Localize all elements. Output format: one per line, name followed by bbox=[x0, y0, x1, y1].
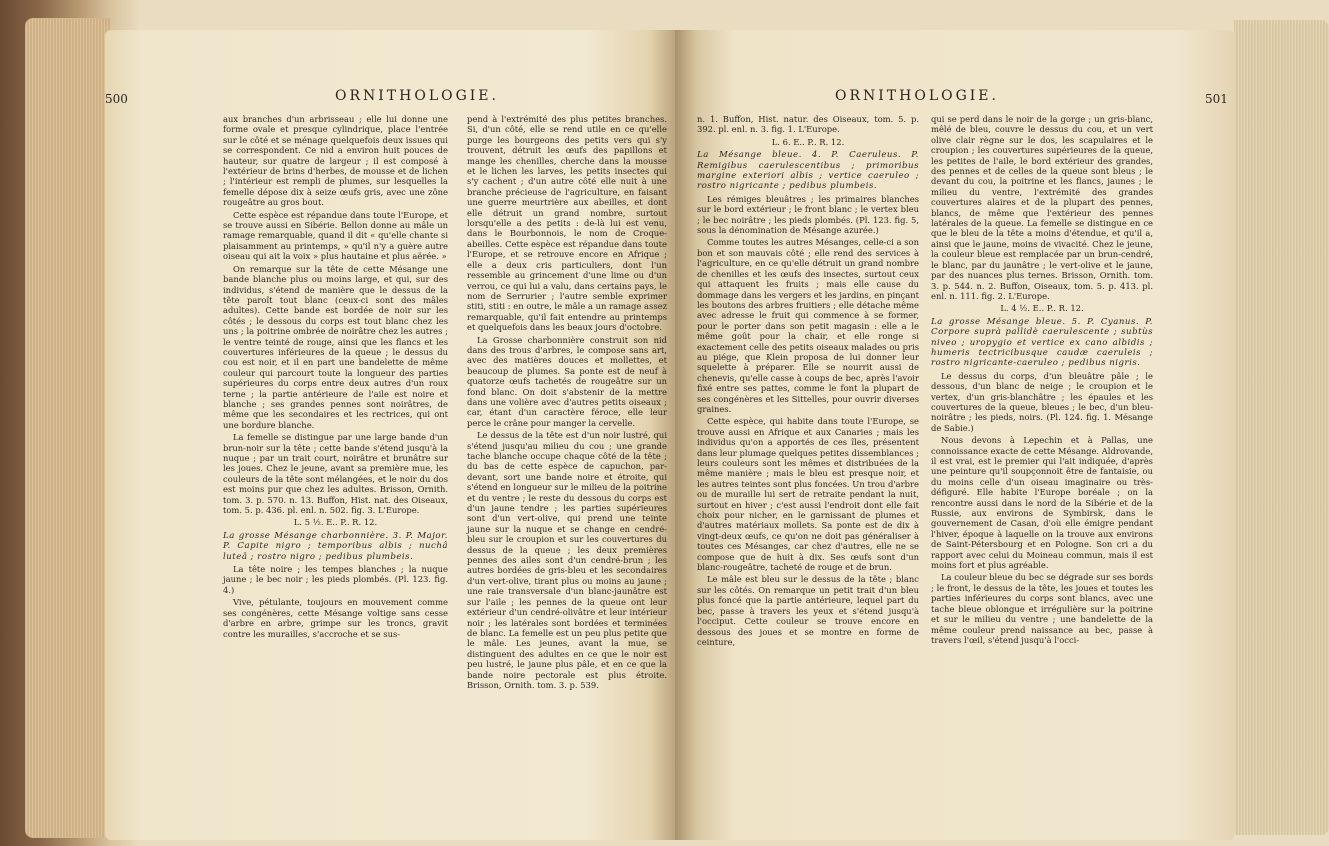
right-running-title: ORNITHOLOGIE. bbox=[835, 88, 999, 104]
paragraph: Cette espèce, qui habite dans toute l'Europe, se trouve aussi en Afrique et aux Canaries ; mais les individus qu'on a apportés de ces îles, présentent dans leur plumage quelques petites dissemblances ; leurs couleurs sont les mêmes et distribuées de la même manière ; mais le bleu est presque noir, et les autres teintes sont plus foncées. Un trou d'arbre ou de muraille lui sert de retraite pendant la nuit, surtout en hiver ; c'est aussi l'endroit dont elle fait choix pour nicher, en le garnissant de plumes et d'autres matériaux mollets. Sa ponte est de dix à vingt-deux œufs, ce qu'on ne doit pas généraliser à toutes ces Mésanges, car chez d'autres, elle ne se compose que de huit à dix. Ses œufs sont d'un blanc-rougeâtre, tacheté de rouge et de brun. bbox=[697, 416, 919, 573]
paragraph: Les rémiges bleuâtres ; les primaires blanches sur le bord extérieur ; le front blanc ; le vertex bleu ; le bec noirâtre ; les pieds plombés. (Pl. 123. fig. 5, sous la dénomination de Mésange azurée.) bbox=[697, 193, 919, 236]
right-column-2 bbox=[931, 114, 1153, 647]
paragraph: qui se perd dans le noir de la gorge ; un gris-blanc, mêlé de bleu, couvre le dessus du cou, et un vert olive clair règne sur le dos, les scapulaires et le croupion ; les couvertures supérieures de la queue, les petites de l'aile, le bord extérieur des grandes, des pennes et de celles de la queue sont bleus ; le devant du cou, la poitrine et les flancs, jaunes ; le milieu du ventre, l'extrémité des grandes couvertures alaires et de la plupart des pennes, blancs, de même que l'extérieur des pennes latérales de la queue. La femelle se distingue en ce que le bleu de la tête a moins d'étendue, et qu'il a, ainsi que le jaune, moins de vivacité. Chez le jeune, la couleur bleue est remplacée par un brun-cendré, le blanc, par du jaunâtre ; le vert-olive et le jaune, par des nuances plus ternes. Brisson, Ornith. tom. 3. p. 544. n. 2. Buffon, Oiseaux, tom. 5. p. 413. pl. enl. n. 111. fig. 2. L'Europe. bbox=[931, 114, 1153, 301]
species-heading: La grosse Mésange charbonnière. 3. P. Major. P. Capite nigro ; temporibus albis ; nuchâ luteâ ; rostro nigro ; pedibus plumbeis. bbox=[223, 530, 448, 562]
paragraph: Vive, pétulante, toujours en mouvement comme ses congénères, cette Mésange voltige sans cesse d'arbre en arbre, grimpe sur les troncs, gravit contre les murailles, s'accroche et se sus- bbox=[223, 597, 448, 639]
paragraph: Comme toutes les autres Mésanges, celle-ci a son bon et son mauvais côté ; elle rend des services à l'agriculture, en ce qu'elle détruit un grand nombre de chenilles et les œufs des insectes, surtout ceux qui attaquent les fruits ; mais elle cause du dommage dans les vergers et les jardins, en pinçant les boutons des arbres fruitiers ; elle détache même avec adresse le fruit qui commence à se former, pour le porter dans son petit magasin : elle a le même goût pour la chair, et elle ronge si exactement celle des petits oiseaux malades ou pris au piége, que Klein proposa de lui donner leur squelette à préparer. Elle se nourrit aussi de chenevis, qu'elle casse à coups de bec, après l'avoir fixé entre ses pattes, comme le font la plupart de ses congénères et les Sittelles, pour ouvrir diverses graines. bbox=[697, 237, 919, 414]
paragraph: La couleur bleue du bec se dégrade sur ses bords ; le front, le dessus de la tête, les joues et toutes les parties inférieures du corps sont blancs, avec une tache bleue oblongue et irrégulière sur la poitrine et sur le milieu du ventre ; une bandelette de la même couleur prend naissance au bec, passe à travers l'œil, s'étend jusqu'à l'occi- bbox=[931, 572, 1153, 645]
paragraph: Le dessus du corps, d'un bleuâtre pâle ; le dessous, d'un blanc de neige ; le croupion et le vertex, d'un gris-blanchâtre ; les épaules et les couvertures de la queue, bleues ; le bec, d'un bleu-noirâtre ; les pieds, noirs. (Pl. 124. fig. 1. Mésange de Sabie.) bbox=[931, 370, 1153, 433]
paragraph: Le dessus de la tête est d'un noir lustré, qui s'étend jusqu'au milieu du cou ; une grande tache blanche occupe chaque côté de la tête ; du bas de cette espèce de capuchon, par-devant, sort une bande noire et étroite, qui s'étend en longueur sur le milieu de la poitrine et du ventre ; le reste du dessous du corps est d'un jaune tendre ; les parties supérieures sont d'un vert-olive, qui prend une teinte jaune sur la nuque et se change en cendré-bleu sur le croupion et sur les couvertures du dessus de la queue ; les deux premières pennes des ailes sont d'un cendré-brun ; les autres bordées de gris-bleu et les secondaires d'un vert-olive, tirant plus ou moins au jaune ; une raie transversale d'un blanc-jaunâtre est sur l'aile ; les pennes de la queue ont leur extérieur d'un cendré-olivâtre et leur intérieur noir ; les latérales sont bordées et terminées de blanc. La femelle est un peu plus petite que le mâle. Les jeunes, avant la mue, se distinguent des adultes en ce que le noir est peu lustré, le jaune plus pâle, et en ce que la bande noire pectorale est plus étroite. Brisson, Ornith. tom. 3. p. 539. bbox=[467, 430, 667, 690]
paragraph: n. 1. Buffon, Hist. natur. des Oiseaux, tom. 5. p. 392. pl. enl. n. 3. fig. 1. L'Europe. bbox=[697, 114, 919, 135]
left-running-title: ORNITHOLOGIE. bbox=[335, 88, 499, 104]
species-heading: La Mésange bleue. 4. P. Caeruleus. P. Remigibus caerulescentibus ; primoribus margine exteriori albis ; vertice caeruleo ; rostro nigricante ; pedibus plumbeis. bbox=[697, 150, 919, 192]
measurement-line: L. 5 ½. E.. P.. R. 12. bbox=[293, 517, 378, 528]
left-page-number: 500 bbox=[105, 92, 128, 106]
right-column-1 bbox=[697, 114, 919, 649]
right-page-number: 501 bbox=[1205, 92, 1228, 106]
right-page bbox=[675, 30, 1235, 840]
paragraph: On remarque sur la tête de cette Mésange une bande blanche plus ou moins large, et qui, sur des individus, s'étend de manière que le dessus de la tête paroît tout blanc (ceux-ci sont des mâles adultes). Cette bande est bordée de noir sur les côtés ; le dessous du corps est tout blanc chez les uns ; la poitrine ombrée de noirâtre chez les autres ; le ventre teinté de rouge, ainsi que les flancs et les couvertures inférieures de la queue ; le dessus du cou est noir, et il en part une bandelette de même couleur qui parcourt toute la longueur des parties supérieures du corps entre deux autres d'un roux terne ; la partie antérieure de l'aile est noire et blanche ; ses grandes pennes sont noirâtres, de même que les secondaires et les rectrices, qui ont une bordure blanche. bbox=[223, 263, 448, 430]
right-page-edges bbox=[1234, 20, 1329, 835]
left-page bbox=[105, 30, 675, 840]
paragraph: La Grosse charbonnière construit son nid dans des trous d'arbres, le compose sans art, avec des matières douces et mollettes, et beaucoup de plumes. Sa ponte est de neuf à quatorze œufs tachetés de rougeâtre sur un fond blanc. On doit s'abstenir de la mettre dans une volière avec d'autres petits oiseaux ; car, étant d'un caractère féroce, elle leur perce le crâne pour manger la cervelle. bbox=[467, 334, 667, 428]
left-column-2 bbox=[467, 114, 667, 692]
left-column-1 bbox=[223, 114, 448, 641]
left-page-edges bbox=[25, 18, 110, 838]
paragraph: Le mâle est bleu sur le dessus de la tête ; blanc sur les côtés. On remarque un petit trait d'un bleu plus foncé que la partie antérieure, lequel part du bec, passe à travers les yeux et s'étend jusqu'à l'occiput. Cette couleur se trouve encore en dessous des joues et se montre en forme de ceinture, bbox=[697, 574, 919, 647]
species-heading: La grosse Mésange bleue. 5. P. Cyanus. P. Corpore suprà pallidè caerulescente ; subtùs niveo ; uropygio et vertice ex cano albidis ; humeris tectricibusque caudæ caeruleis ; rostro nigricante-caeruleo ; pedibus nigris. bbox=[931, 316, 1153, 369]
measurement-line: L. 6. E.. P.. R. 12. bbox=[771, 136, 845, 147]
measurement-line: L. 4 ½. E.. P.. R. 12. bbox=[1000, 303, 1084, 314]
paragraph: pend à l'extrémité des plus petites branches. Si, d'un côté, elle se rend utile en ce qu'elle purge les bourgeons des petits vers qui s'y trouvent, détruit les œufs des papillons et mange les chenilles, cherche dans la mousse et le lichen les larves, les petits insectes qui s'y cachent ; d'un autre côté elle nuit à une branche précieuse de l'agriculture, en faisant une guerre meurtrière aux abeilles, et dont elle détruit un grand nombre, surtout lorsqu'elle a des petits : de-là lui est venu, dans le Bourbonnois, le nom de Croque-abeilles. Cette espèce est répandue dans toute l'Europe, et se retrouve encore en Afrique ; elle a deux cris particuliers, dont l'un ressemble au grincement d'une lime ou d'un verrou, ce qui lui a valu, dans certains pays, le nom de Serrurier ; l'autre semble exprimer stiti, stiti : en outre, le mâle a un ramage assez remarquable, qu'il fait entendre au printemps et quelquefois dans les beaux jours d'octobre. bbox=[467, 114, 667, 333]
paragraph: La tête noire ; les tempes blanches ; la nuque jaune ; le bec noir ; les pieds plombés. (Pl. 123. fig. 4.) bbox=[223, 564, 448, 595]
paragraph: La femelle se distingue par une large bande d'un brun-noir sur la tête ; cette bande s'étend jusqu'à la nuque ; par un trait court, noirâtre et brunâtre sur les joues. Chez le jeune, avant sa première mue, les couleurs de la tête sont mélangées, et le noir du dos est moins pur que chez les adultes. Brisson, Ornith. tom. 3. p. 570. n. 13. Buffon, Hist. nat. des Oiseaux, tom. 5. p. 436. pl. enl. n. 502. fig. 3. L'Europe. bbox=[223, 432, 448, 516]
paragraph: Cette espèce est répandue dans toute l'Europe, et se trouve aussi en Sibérie. Bellon donne au mâle un ramage remarquable, quand il dit « qu'elle chante si plaisamment au printemps, » qu'il n'y a guère autre oiseau qui ait la voix » plus hautaine et plus aërée. » bbox=[223, 209, 448, 262]
paragraph: Nous devons à Lepechin et à Pallas, une connoissance exacte de cette Mésange. Aldrovande, il est vrai, est le premier qui l'ait indiquée, d'après une peinture qu'il soupçonnoit être de fantaisie, ou du moins celle d'un oiseau imaginaire ou très-défiguré. Elle habite l'Europe boréale ; on la rencontre aussi dans le nord de la Sibérie et de la Russie, aux environs de Symbirsk, dans le gouvernement de Casan, d'où elle émigre pendant l'hiver, époque à laquelle on la trouve aux environs de Saint-Pétersbourg et en Pologne. Son cri a du rapport avec celui du Moineau commun, mais il est moins fort et plus agréable. bbox=[931, 435, 1153, 571]
paragraph: aux branches d'un arbrisseau ; elle lui donne une forme ovale et presque cylindrique, place l'entrée sur le côté et se ménage quelquefois deux issues qui se correspondent. Ce nid a environ huit pouces de hauteur, sur quatre de largeur ; il est composé à l'extérieur de brins d'herbes, de mousse et de lichen ; l'intérieur est rempli de plumes, sur lesquelles la femelle dépose dix à seize œufs gris, avec une zône rougeâtre au gros bout. bbox=[223, 114, 448, 208]
